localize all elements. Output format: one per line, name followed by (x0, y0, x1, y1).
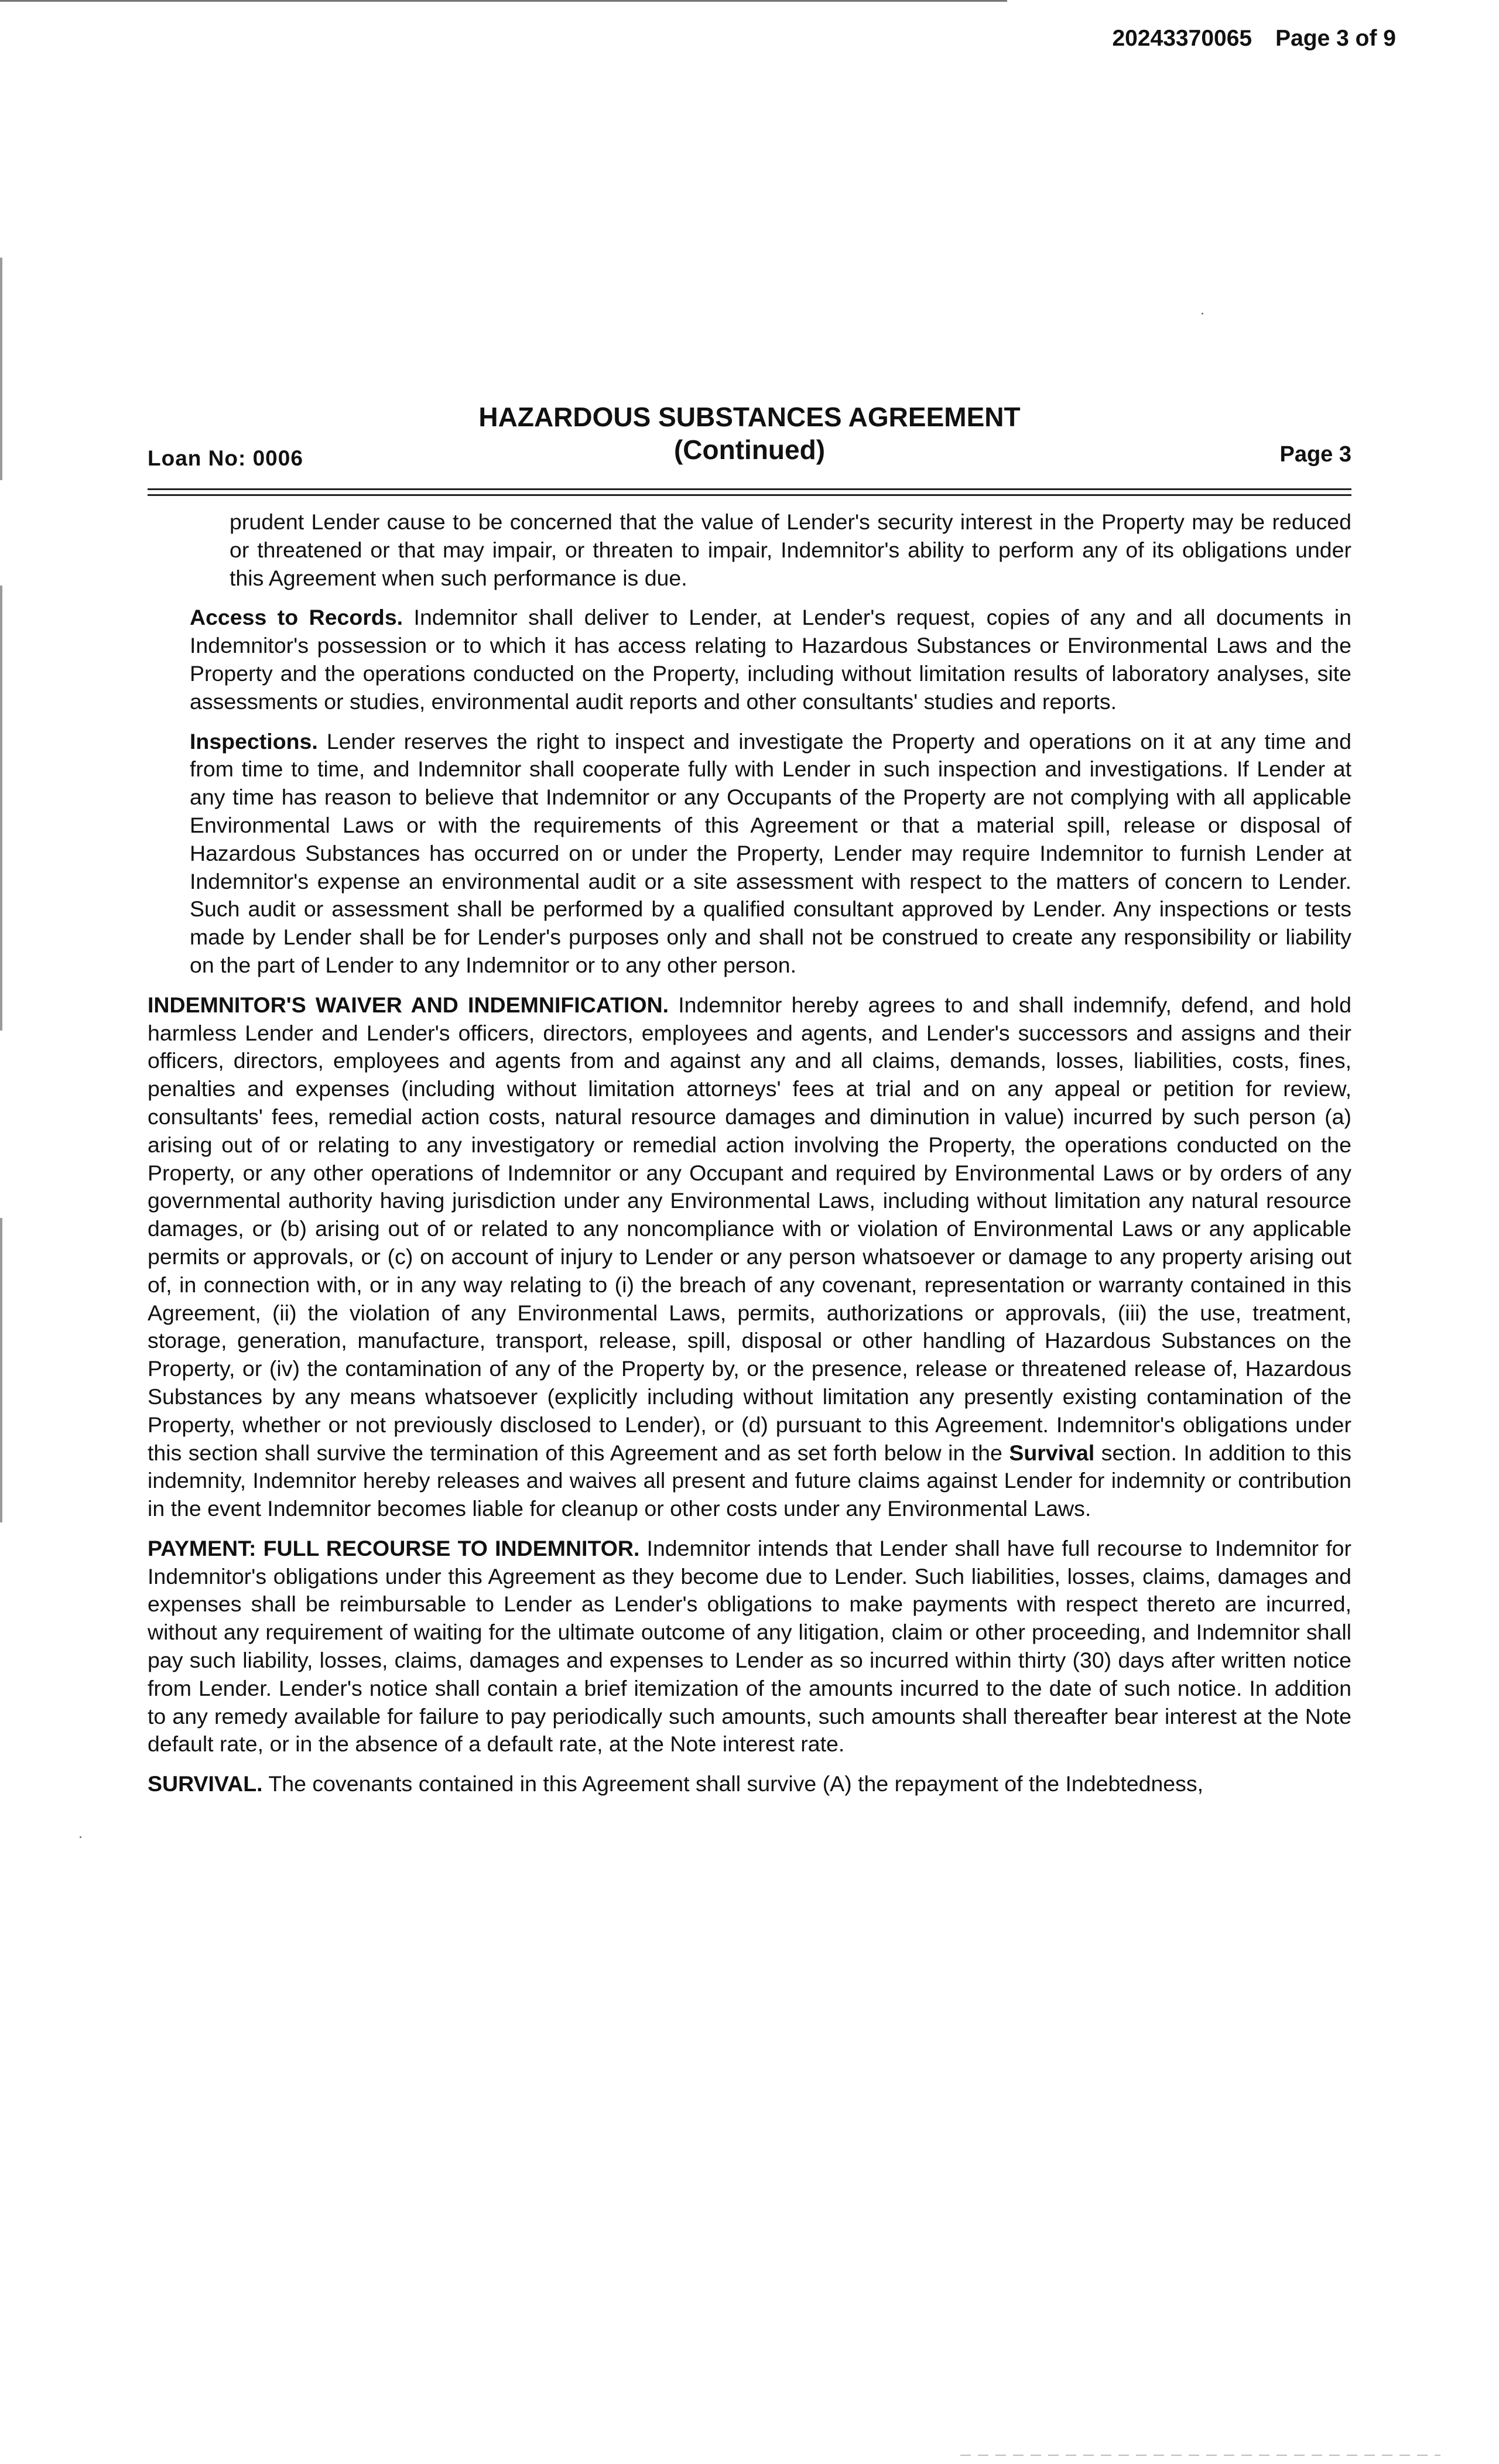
section-heading: Access to Records. (190, 605, 403, 630)
payment-section (148, 1535, 1351, 1758)
scan-left-edge (0, 258, 2, 480)
header-rule-top (148, 488, 1351, 490)
paragraph-text: The covenants contained in this Agreement shall survive (A) the repayment of the Indebtedness, (268, 1771, 1204, 1796)
continued-paragraph (148, 508, 1351, 592)
scan-speck (80, 1836, 81, 1838)
section-heading: INDEMNITOR'S WAIVER AND INDEMNIFICATION. (148, 992, 669, 1017)
document-subtitle: (Continued) (673, 434, 826, 465)
scan-bottom-edge (960, 2455, 1440, 2456)
paragraph-text: prudent Lender cause to be concerned that the value of Lender's security interest in the Property may be reduced or threatened or that may impair, or threaten to impair, Indemnitor's ability to perform any of its obligations under this Agreement when such performance is due. (230, 509, 1351, 590)
paragraph-text: Indemnitor shall deliver to Lender, at Lender's request, copies of any and all documents in Indemnitor's possession or to which it has access relating to Hazardous Substances or Environmental Laws and the Property and the operations conducted on the Property, including without limitation results of laboratory analyses, site assessments or studies, environmental audit reports and other consultants' studies and reports. (190, 605, 1351, 714)
loan-number-label: Loan No: (148, 446, 247, 470)
section-heading: PAYMENT: FULL RECOURSE TO INDEMNITOR. (148, 1535, 640, 1560)
document-title: HAZARDOUS SUBSTANCES AGREEMENT (478, 402, 1021, 432)
paragraph-text: Indemnitor intends that Lender shall have full recourse to Indemnitor for Indemnitor's obligations under this Agreement as they become due to Lender. Such liabilities, losses, claims, damages and expenses shall be reimbursable to Lender as Lender's obligations to make payments with respect thereto are incurred, without any requirement of waiting for the ultimate outcome of any litigation, claim or other proceeding, and Indemnitor shall pay such liability, losses, claims, damages and expenses to Lender as so incurred within thirty (30) days after written notice from Lender. Lender's notice shall contain a brief itemization of the amounts incurred to the date of such notice. In addition to any remedy available for failure to pay periodically such amounts, such amounts shall thereafter bear interest at the Note default rate, or in the absence of a default rate, at the Note interest rate. (148, 1535, 1352, 1757)
document-number-line (1112, 26, 1396, 52)
page-header (148, 401, 1351, 471)
loan-number (148, 446, 303, 471)
scan-left-edge (0, 586, 2, 1031)
scan-left-edge (0, 1218, 2, 1522)
scan-speck (1202, 313, 1203, 314)
header-rule-bottom (148, 494, 1351, 496)
section-heading: SURVIVAL. (148, 1771, 263, 1796)
title-block (148, 401, 1351, 466)
document-number: 20243370065 (1112, 26, 1252, 51)
section-heading: Inspections. (190, 728, 318, 754)
page-of-count: Page 3 of 9 (1275, 26, 1396, 51)
indemnification-section (148, 991, 1351, 1523)
inspections-section (148, 728, 1351, 980)
access-to-records-section (148, 604, 1351, 716)
loan-number-value: 0006 (252, 446, 303, 470)
paragraph-text: section. In addition to this indemnity, Indemnitor hereby releases and waives all present and future claims against Lender for indemnity or contribution in the event Indemnitor becomes liable for cleanup or other costs under any Environmental Laws. (148, 1440, 1351, 1521)
survival-reference: Survival (1009, 1440, 1095, 1465)
scan-top-edge (0, 0, 1007, 2)
paragraph-text: Indemnitor hereby agrees to and shall indemnify, defend, and hold harmless Lender and Lender's officers, directors, employees and agents, and Lender's successors and assigns and their officers, directors, employees and agents from and against any and all claims, demands, losses, liabilities, costs, fines, penalties and expenses (including without limitation attorneys' fees at trial and on any appeal or petition for review, consultants' fees, remedial action costs, natural resource damages and diminution in value) incurred by such person (a) arising out of or relating to any investigatory or remedial action involving the Property, the operations conducted on the Property, or any other operations of Indemnitor or any Occupant and required by Environmental Laws or by orders of any governmental authority having jurisdiction under any Environmental Laws, including without limitation any natural resource damages, or (b) arising out of or related to any noncompliance with or violation of Environmental Laws or any applicable permits or approvals, or (c) on account of injury to Lender or any person whatsoever or damage to any property arising out of, in connection with, or in any way relating to (i) the breach of any covenant, representation or warranty contained in this Agreement, (ii) the violation of any Environmental Laws, permits, authorizations or approvals, (iii) the use, treatment, storage, generation, manufacture, transport, release, spill, disposal or other handling of Hazardous Substances on the Property, or (iv) the contamination of any of the Property by, or the presence, release or threatened release of, Hazardous Substances by any means whatsoever (explicitly including without limitation any presently existing contamination of the Property, whether or not previously disclosed to Lender), or (d) pursuant to this Agreement. Indemnitor's obligations under this section shall survive the termination of this Agreement and as set forth below in the (148, 992, 1352, 1465)
page-label: Page 3 (1279, 442, 1351, 467)
document-body (148, 508, 1351, 1810)
survival-section (148, 1770, 1351, 1798)
paragraph-text: Lender reserves the right to inspect and investigate the Property and operations on it at any time and from time to time, and Indemnitor shall cooperate fully with Lender in such inspection and investigations. If Lender at any time has reason to believe that Indemnitor or any Occupants of the Property are not complying with all applicable Environmental Laws or with the requirements of this Agreement or that a material spill, release or disposal of Hazardous Substances has occurred on or under the Property, Lender may require Indemnitor to furnish Lender at Indemnitor's expense an environmental audit or a site assessment with respect to the matters of concern to Lender. Such audit or assessment shall be performed by a qualified consultant approved by Lender. Any inspections or tests made by Lender shall be for Lender's purposes only and shall not be construed to create any responsibility or liability on the part of Lender to any Indemnitor or to any other person. (190, 728, 1351, 977)
